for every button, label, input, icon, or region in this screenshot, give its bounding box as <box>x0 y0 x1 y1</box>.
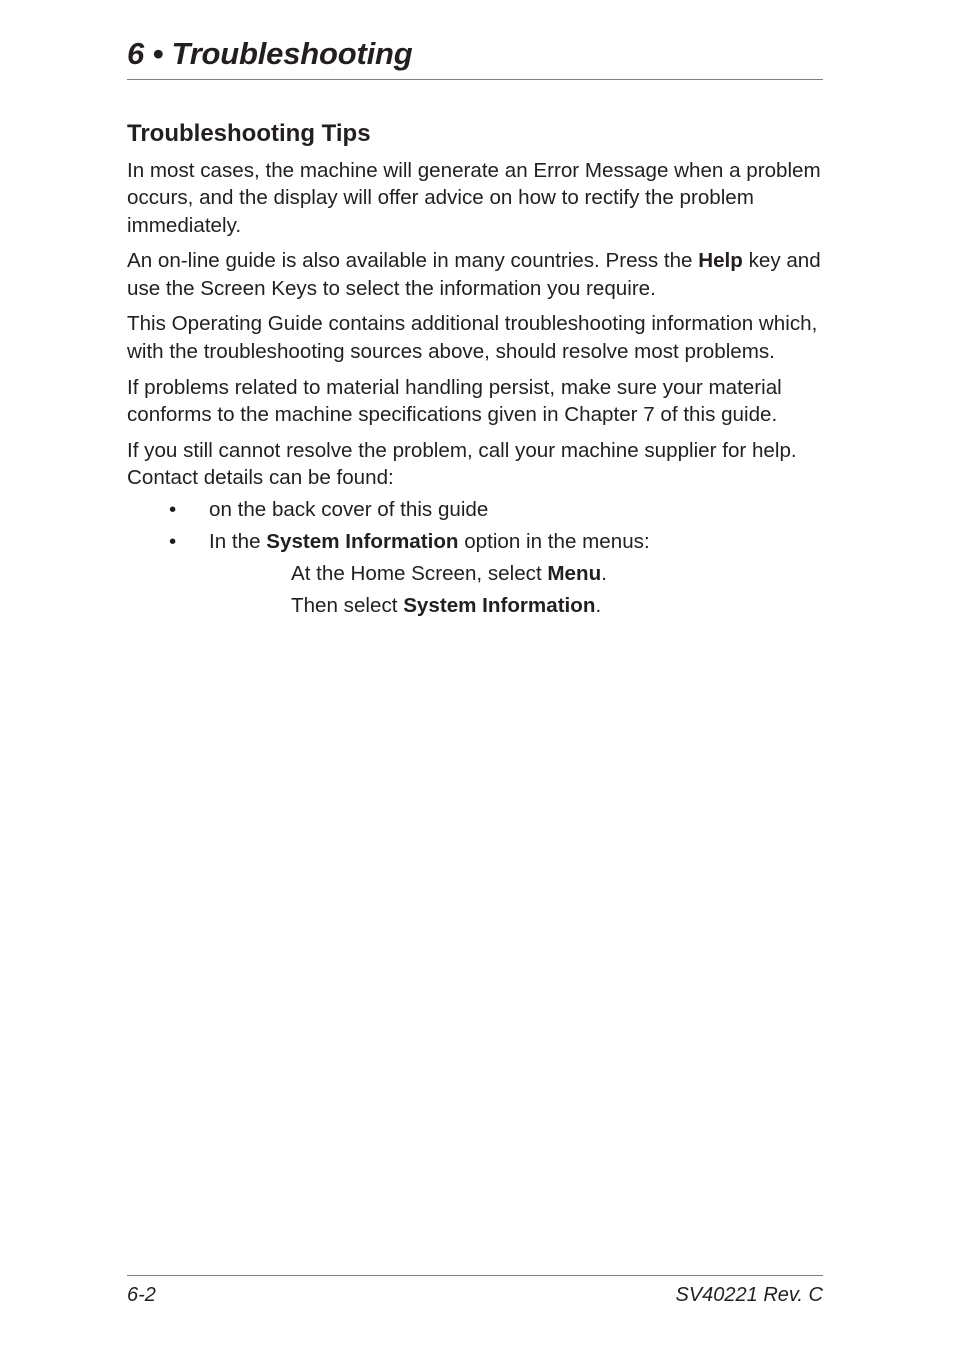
step-text: Then select <box>291 594 404 618</box>
list-item <box>127 528 827 560</box>
paragraph-operating-guide: This Operating Guide contains additional troubleshooting information which, with the troubleshooting sources above, should resolve most problems. <box>127 312 818 363</box>
bullet-marker: • <box>169 530 177 554</box>
list-item-text: option in the menus: <box>458 530 650 554</box>
step-text: At the Home Screen, select <box>291 562 548 586</box>
contact-details-list <box>127 496 827 560</box>
step-text: . <box>601 562 607 586</box>
section-heading: Troubleshooting Tips <box>127 120 371 147</box>
system-information-label: System Information <box>266 530 459 554</box>
step-select-menu <box>127 560 827 592</box>
step-select-system-information <box>127 592 827 624</box>
paragraph-text: key and use the Screen Keys to select the information you require. <box>127 249 821 300</box>
paragraph-online-guide <box>127 247 827 302</box>
step-text: . <box>595 594 602 618</box>
help-key-label: Help <box>698 249 743 273</box>
footer-divider <box>127 1275 823 1276</box>
system-information-label: System Information <box>403 594 596 618</box>
header-divider <box>127 79 823 80</box>
manual-page <box>127 0 823 1354</box>
document-id: SV40221 Rev. C <box>675 1284 823 1306</box>
list-item-text: In the <box>209 530 267 554</box>
chapter-title: 6 • Troubleshooting <box>127 36 413 71</box>
paragraph-contact-supplier: If you still cannot resolve the problem, call your machine supplier for help. Contact details can be found: <box>127 438 797 489</box>
paragraph-text: An on-line guide is also available in many countries. Press the <box>127 249 699 273</box>
paragraph-material-handling: If problems related to material handling persist, make sure your material conforms to the machine specifications given in Chapter 7 of this guide. <box>127 375 782 426</box>
list-item <box>127 496 827 528</box>
page-number: 6-2 <box>127 1284 156 1306</box>
section-body <box>127 157 827 624</box>
list-item-text: on the back cover of this guide <box>209 498 489 522</box>
bullet-marker: • <box>169 498 177 522</box>
menu-label: Menu <box>547 562 602 586</box>
paragraph-error-messages: In most cases, the machine will generate an Error Message when a problem occurs, and the display will offer advice on how to rectify the problem immediately. <box>127 159 821 237</box>
